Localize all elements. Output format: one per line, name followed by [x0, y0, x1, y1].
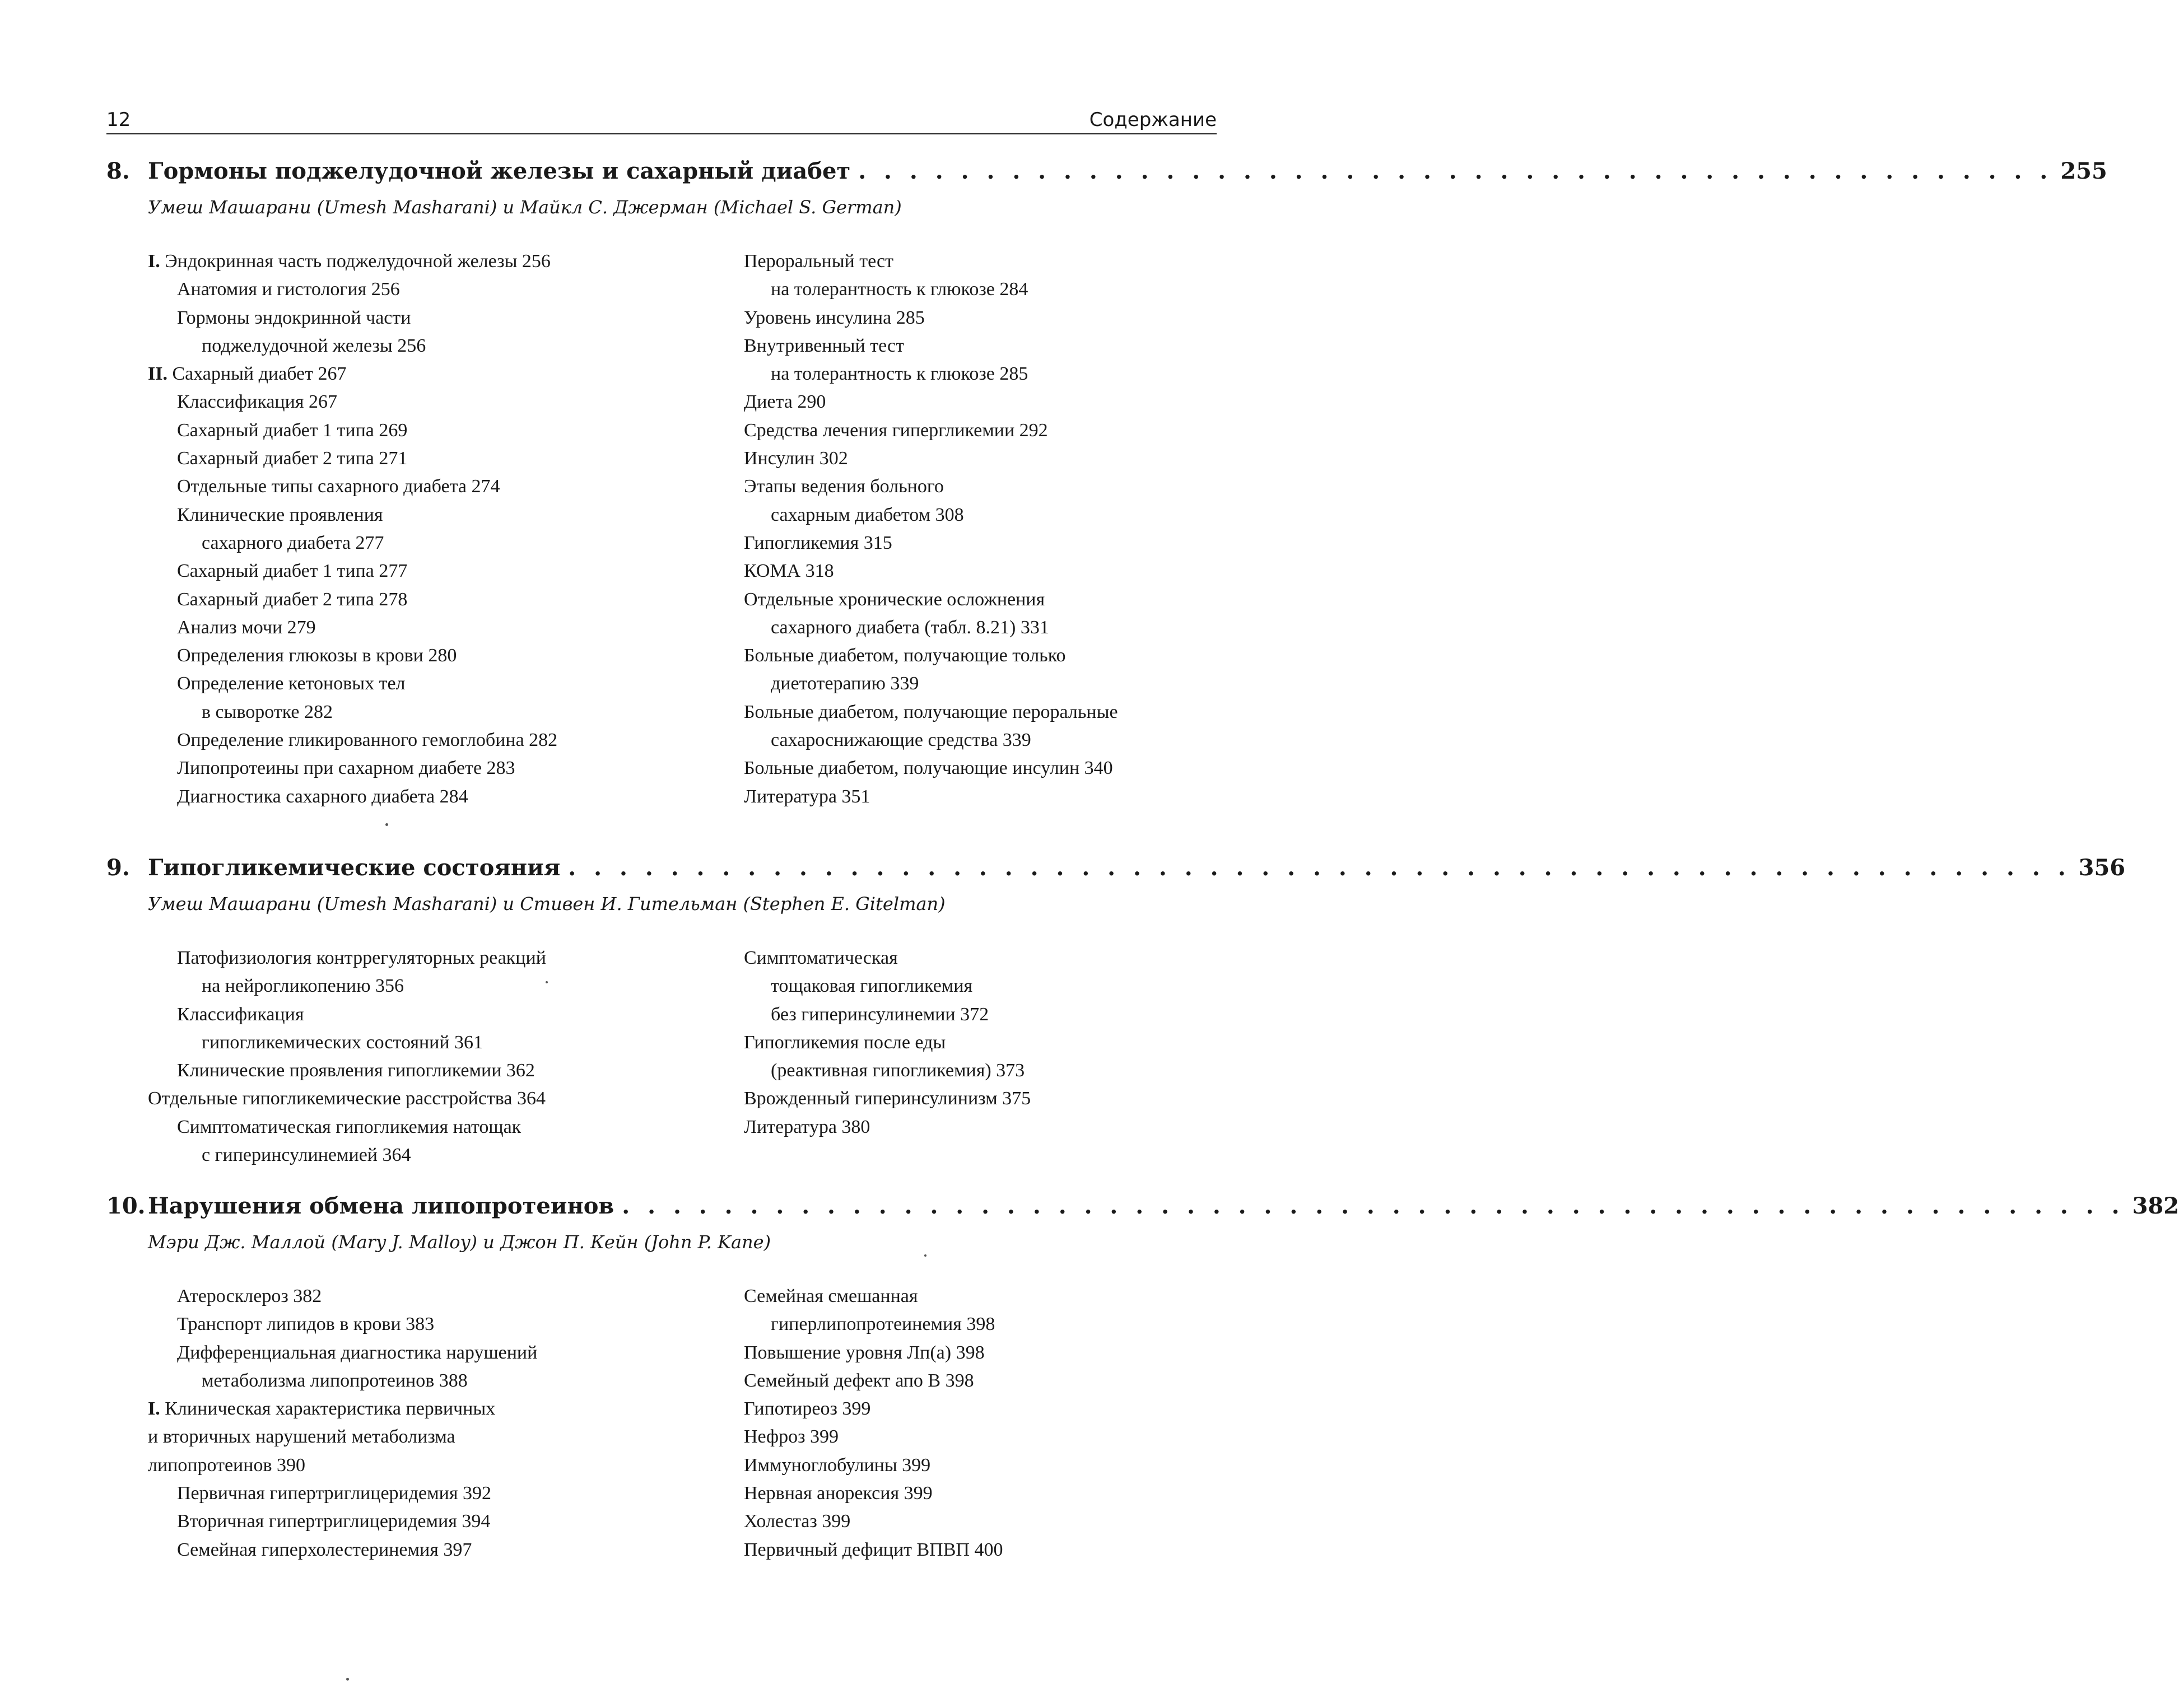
- toc-entry[interactable]: Классификация 267: [177, 391, 337, 413]
- toc-entry[interactable]: Литература 380: [744, 1116, 870, 1137]
- toc-entry[interactable]: липопротеинов 390: [148, 1454, 305, 1476]
- toc-entry[interactable]: и вторичных нарушений метаболизма: [148, 1426, 455, 1448]
- toc-entry[interactable]: Симптоматическая: [744, 948, 898, 968]
- toc-entry[interactable]: гипогликемических состояний 361: [202, 1032, 483, 1053]
- toc-entry[interactable]: Определения глюкозы в крови 280: [177, 645, 457, 666]
- toc-entry[interactable]: Литература 351: [744, 786, 870, 807]
- chapter-title: Гипогликемические состояния: [148, 855, 561, 881]
- toc-entry[interactable]: Пероральный тест: [744, 251, 893, 272]
- chapter-8: [106, 158, 2107, 807]
- toc-entry[interactable]: Диета 290: [744, 391, 826, 413]
- toc-entry[interactable]: Этапы ведения больного: [744, 476, 944, 497]
- chapter-9: [106, 855, 2126, 1166]
- roman-numeral: I.: [148, 1398, 160, 1420]
- chapter-title-row[interactable]: [106, 158, 2107, 192]
- toc-entry[interactable]: Нервная анорексия 399: [744, 1483, 933, 1504]
- toc-entry[interactable]: Отдельные типы сахарного диабета 274: [177, 476, 500, 497]
- toc-entry[interactable]: Первичная гипертриглицеридемия 392: [177, 1483, 491, 1504]
- toc-entry[interactable]: Гипогликемия 315: [744, 532, 892, 553]
- toc-entry[interactable]: Сахарный диабет 1 типа 269: [177, 419, 408, 441]
- chapter-page: 382: [2132, 1193, 2179, 1219]
- toc-left-column: [148, 944, 708, 1169]
- chapter-title-row[interactable]: [106, 855, 2126, 888]
- leader-dots: . . . . . . . . . . . . . . . . . . . . . . . . . . . . . . . . . . . . . . . . . . . . . . . . . . . . . . . . . . .: [568, 855, 2071, 881]
- toc-left-column: [148, 248, 708, 811]
- roman-numeral: II.: [148, 363, 167, 385]
- roman-numeral: I.: [148, 251, 160, 272]
- leader-dots: . . . . . . . . . . . . . . . . . . . . . . . . . . . . . . . . . . . . . . . . . . . . . . . . . . . . . . . . . . .: [622, 1193, 2125, 1219]
- chapter-title: Нарушения обмена липопротеинов: [148, 1193, 614, 1219]
- toc-entry[interactable]: сахароснижающие средства 339: [771, 730, 1031, 751]
- scan-speck: [346, 1678, 349, 1681]
- chapter-number: 8.: [106, 158, 130, 184]
- toc-entry[interactable]: Патофизиология контррегуляторных реакций: [177, 948, 546, 968]
- toc-entry[interactable]: Больные диабетом, получающие инсулин 340: [744, 758, 1113, 779]
- toc-entry[interactable]: Атеросклероз 382: [177, 1286, 322, 1306]
- page-header: [106, 106, 1217, 134]
- chapter-page: 356: [2078, 855, 2126, 881]
- chapter-authors: Мэри Дж. Маллой (Mary J. Malloy) и Джон П. Кейн (John P. Kane): [148, 1231, 771, 1253]
- toc-entry[interactable]: Средства лечения гипергликемии 292: [744, 419, 1048, 441]
- entry-text: Сахарный диабет 267: [172, 363, 347, 385]
- toc-entry[interactable]: Первичный дефицит ВПВП 400: [744, 1539, 1003, 1560]
- toc-entry[interactable]: Клинические проявления: [177, 504, 383, 525]
- toc-entry[interactable]: Диагностика сахарного диабета 284: [177, 786, 468, 807]
- toc-entry[interactable]: Анатомия и гистология 256: [177, 279, 400, 300]
- chapter-page: 255: [2060, 158, 2107, 184]
- toc-entry[interactable]: с гиперинсулинемией 364: [202, 1145, 411, 1166]
- toc-entry[interactable]: Семейный дефект апо В 398: [744, 1370, 974, 1391]
- toc-entry[interactable]: без гиперинсулинемии 372: [771, 1004, 989, 1025]
- toc-entry[interactable]: Определение кетоновых тел: [177, 673, 406, 694]
- toc-right-column: [744, 248, 1217, 811]
- toc-entry[interactable]: Гипотиреоз 399: [744, 1398, 871, 1420]
- toc-entry[interactable]: Сахарный диабет 2 типа 278: [177, 589, 408, 610]
- toc-entry[interactable]: Гормоны эндокринной части: [177, 307, 411, 328]
- toc-entry[interactable]: (реактивная гипогликемия) 373: [771, 1060, 1025, 1081]
- toc-left-column: [148, 1282, 708, 1564]
- toc-entry[interactable]: Больные диабетом, получающие только: [744, 645, 1066, 666]
- toc-entry[interactable]: Отдельные хронические осложнения: [744, 589, 1045, 610]
- toc-entry[interactable]: Липопротеины при сахарном диабете 283: [177, 758, 515, 779]
- toc-entry[interactable]: гиперлипопротеинемия 398: [771, 1314, 995, 1335]
- toc-entry[interactable]: Сахарный диабет 2 типа 271: [177, 448, 408, 469]
- toc-entry[interactable]: тощаковая гипогликемия: [771, 976, 973, 997]
- toc-entry[interactable]: Классификация: [177, 1004, 304, 1025]
- toc-entry[interactable]: диетотерапию 339: [771, 673, 919, 694]
- page-number: 12: [106, 109, 131, 131]
- toc-entry[interactable]: Иммуноглобулины 399: [744, 1454, 931, 1476]
- toc-right-column: [744, 944, 1217, 1141]
- chapter-authors: Умеш Машарани (Umesh Masharani) и Стивен И. Гительман (Stephen E. Gitelman): [148, 893, 946, 914]
- toc-entry[interactable]: Внутривенный тест: [744, 335, 904, 356]
- toc-entry[interactable]: сахарного диабета 277: [202, 532, 384, 553]
- toc-entry[interactable]: Врожденный гиперинсулинизм 375: [744, 1088, 1031, 1109]
- running-head: Содержание: [1089, 109, 1217, 131]
- toc-entry[interactable]: сахарного диабета (табл. 8.21) 331: [771, 617, 1049, 638]
- toc-entry[interactable]: в сыворотке 282: [202, 701, 333, 722]
- toc-entry[interactable]: на толерантность к глюкозе 285: [771, 363, 1028, 385]
- toc-entry[interactable]: поджелудочной железы 256: [202, 335, 426, 356]
- toc-entry[interactable]: Уровень инсулина 285: [744, 307, 925, 328]
- toc-entry[interactable]: КОМА 318: [744, 561, 834, 582]
- toc-entry[interactable]: Вторичная гипертриглицеридемия 394: [177, 1511, 491, 1532]
- toc-entry[interactable]: Холестаз 399: [744, 1511, 851, 1532]
- chapter-10: [106, 1193, 2179, 1560]
- toc-entry[interactable]: Гипогликемия после еды: [744, 1032, 946, 1053]
- toc-entry[interactable]: Семейная смешанная: [744, 1286, 918, 1306]
- chapter-authors: Умеш Машарани (Umesh Masharani) и Майкл С. Джерман (Michael S. German): [148, 197, 902, 218]
- toc-entry[interactable]: Сахарный диабет 1 типа 277: [177, 561, 408, 582]
- leader-dots: . . . . . . . . . . . . . . . . . . . . . . . . . . . . . . . . . . . . . . . . . . . . . . .: [858, 158, 2053, 184]
- toc-entry[interactable]: Повышение уровня Лп(а) 398: [744, 1342, 985, 1363]
- toc-entry[interactable]: Нефроз 399: [744, 1426, 839, 1448]
- toc-entry[interactable]: Семейная гиперхолестеринемия 397: [177, 1539, 472, 1560]
- toc-entry[interactable]: [148, 1395, 708, 1423]
- toc-right-column: [744, 1282, 1217, 1564]
- toc-entry[interactable]: Транспорт липидов в крови 383: [177, 1314, 435, 1335]
- scan-speck: [385, 823, 388, 826]
- toc-entry[interactable]: [148, 248, 708, 276]
- toc-entry[interactable]: Больные диабетом, получающие пероральные: [744, 701, 1118, 722]
- chapter-title: Гормоны поджелудочной железы и сахарный диабет: [148, 158, 851, 184]
- toc-entry[interactable]: сахарным диабетом 308: [771, 504, 964, 525]
- toc-entry[interactable]: метаболизма липопротеинов 388: [202, 1370, 468, 1391]
- chapter-title-row[interactable]: [106, 1193, 2179, 1226]
- toc-entry[interactable]: Инсулин 302: [744, 448, 848, 469]
- scan-speck: [546, 981, 548, 983]
- toc-entry[interactable]: Симптоматическая гипогликемия натощак: [177, 1116, 522, 1137]
- toc-entry[interactable]: на толерантность к глюкозе 284: [771, 279, 1028, 300]
- scan-speck: [924, 1254, 926, 1257]
- chapter-number: 10.: [106, 1193, 146, 1219]
- toc-entry[interactable]: Клинические проявления гипогликемии 362: [177, 1060, 535, 1081]
- chapter-number: 9.: [106, 855, 130, 881]
- entry-text: Эндокринная часть поджелудочной железы 256: [165, 251, 551, 272]
- toc-entry[interactable]: [148, 360, 708, 388]
- toc-entry[interactable]: Анализ мочи 279: [177, 617, 316, 638]
- toc-entry[interactable]: на нейрогликопению 356: [202, 976, 404, 997]
- toc-entry[interactable]: Отдельные гипогликемические расстройства 364: [148, 1088, 546, 1109]
- toc-entry[interactable]: Определение гликированного гемоглобина 282: [177, 730, 558, 751]
- toc-entry[interactable]: Дифференциальная диагностика нарушений: [177, 1342, 538, 1363]
- entry-text: Клиническая характеристика первичных: [165, 1398, 496, 1420]
